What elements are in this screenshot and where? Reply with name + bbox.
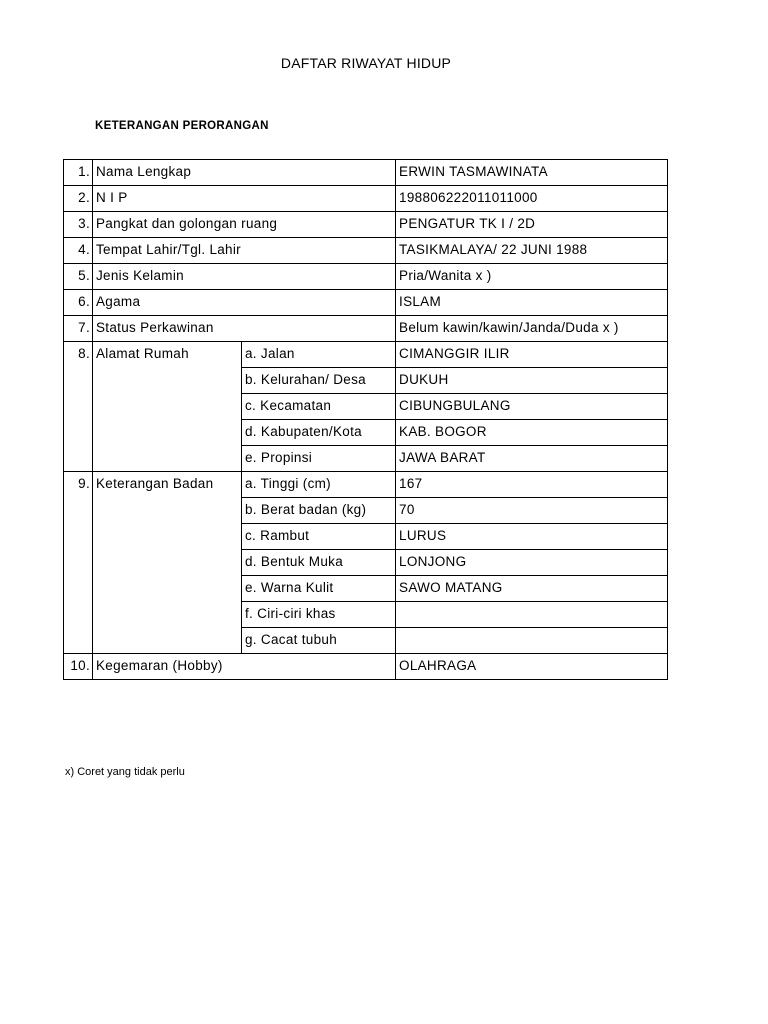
- sub-label: f. Ciri-ciri khas: [242, 602, 396, 628]
- row-number: 4.: [64, 238, 93, 264]
- row-value: LURUS: [396, 524, 668, 550]
- row-value: SAWO MATANG: [396, 576, 668, 602]
- row-label: Pangkat dan golongan ruang: [93, 212, 396, 238]
- row-value: TASIKMALAYA/ 22 JUNI 1988: [396, 238, 668, 264]
- row-value: PENGATUR TK I / 2D: [396, 212, 668, 238]
- sub-label: d. Bentuk Muka: [242, 550, 396, 576]
- section-heading: KETERANGAN PERORANGAN: [95, 120, 269, 132]
- sub-label: e. Propinsi: [242, 446, 396, 472]
- table-row: [64, 290, 668, 316]
- row-label: Nama Lengkap: [93, 160, 396, 186]
- personal-info-table: [63, 159, 668, 680]
- table-row: [64, 342, 668, 368]
- table-row: [64, 654, 668, 680]
- row-label: N I P: [93, 186, 396, 212]
- table-row: [64, 264, 668, 290]
- row-label: Jenis Kelamin: [93, 264, 396, 290]
- sub-label: b. Berat badan (kg): [242, 498, 396, 524]
- row-value: OLAHRAGA: [396, 654, 668, 680]
- row-value: Belum kawin/kawin/Janda/Duda x ): [396, 316, 668, 342]
- row-value: ERWIN TASMAWINATA: [396, 160, 668, 186]
- table-row: [64, 186, 668, 212]
- row-number: 8.: [64, 342, 93, 472]
- row-value: JAWA BARAT: [396, 446, 668, 472]
- footnote: x) Coret yang tidak perlu: [65, 766, 185, 778]
- row-value: [396, 628, 668, 654]
- table-row: [64, 212, 668, 238]
- row-value: 167: [396, 472, 668, 498]
- row-value: KAB. BOGOR: [396, 420, 668, 446]
- table-row: [64, 160, 668, 186]
- sub-label: g. Cacat tubuh: [242, 628, 396, 654]
- row-label: Keterangan Badan: [93, 472, 242, 654]
- row-value: CIMANGGIR ILIR: [396, 342, 668, 368]
- sub-label: c. Rambut: [242, 524, 396, 550]
- row-number: 2.: [64, 186, 93, 212]
- row-value: 70: [396, 498, 668, 524]
- row-value: [396, 602, 668, 628]
- table-row: [64, 472, 668, 498]
- row-value: ISLAM: [396, 290, 668, 316]
- row-label: Alamat Rumah: [93, 342, 242, 472]
- row-label: Agama: [93, 290, 396, 316]
- sub-label: b. Kelurahan/ Desa: [242, 368, 396, 394]
- sub-label: a. Jalan: [242, 342, 396, 368]
- row-label: Kegemaran (Hobby): [93, 654, 396, 680]
- page-title: DAFTAR RIWAYAT HIDUP: [280, 55, 452, 71]
- row-label: Tempat Lahir/Tgl. Lahir: [93, 238, 396, 264]
- row-value: Pria/Wanita x ): [396, 264, 668, 290]
- row-value: LONJONG: [396, 550, 668, 576]
- row-value: DUKUH: [396, 368, 668, 394]
- row-label: Status Perkawinan: [93, 316, 396, 342]
- row-number: 1.: [64, 160, 93, 186]
- row-value: 198806222011011000: [396, 186, 668, 212]
- table-row: [64, 316, 668, 342]
- row-number: 9.: [64, 472, 93, 654]
- sub-label: c. Kecamatan: [242, 394, 396, 420]
- row-number: 7.: [64, 316, 93, 342]
- table-row: [64, 238, 668, 264]
- sub-label: a. Tinggi (cm): [242, 472, 396, 498]
- row-number: 3.: [64, 212, 93, 238]
- row-value: CIBUNGBULANG: [396, 394, 668, 420]
- row-number: 6.: [64, 290, 93, 316]
- sub-label: e. Warna Kulit: [242, 576, 396, 602]
- sub-label: d. Kabupaten/Kota: [242, 420, 396, 446]
- row-number: 5.: [64, 264, 93, 290]
- row-number: 10.: [64, 654, 93, 680]
